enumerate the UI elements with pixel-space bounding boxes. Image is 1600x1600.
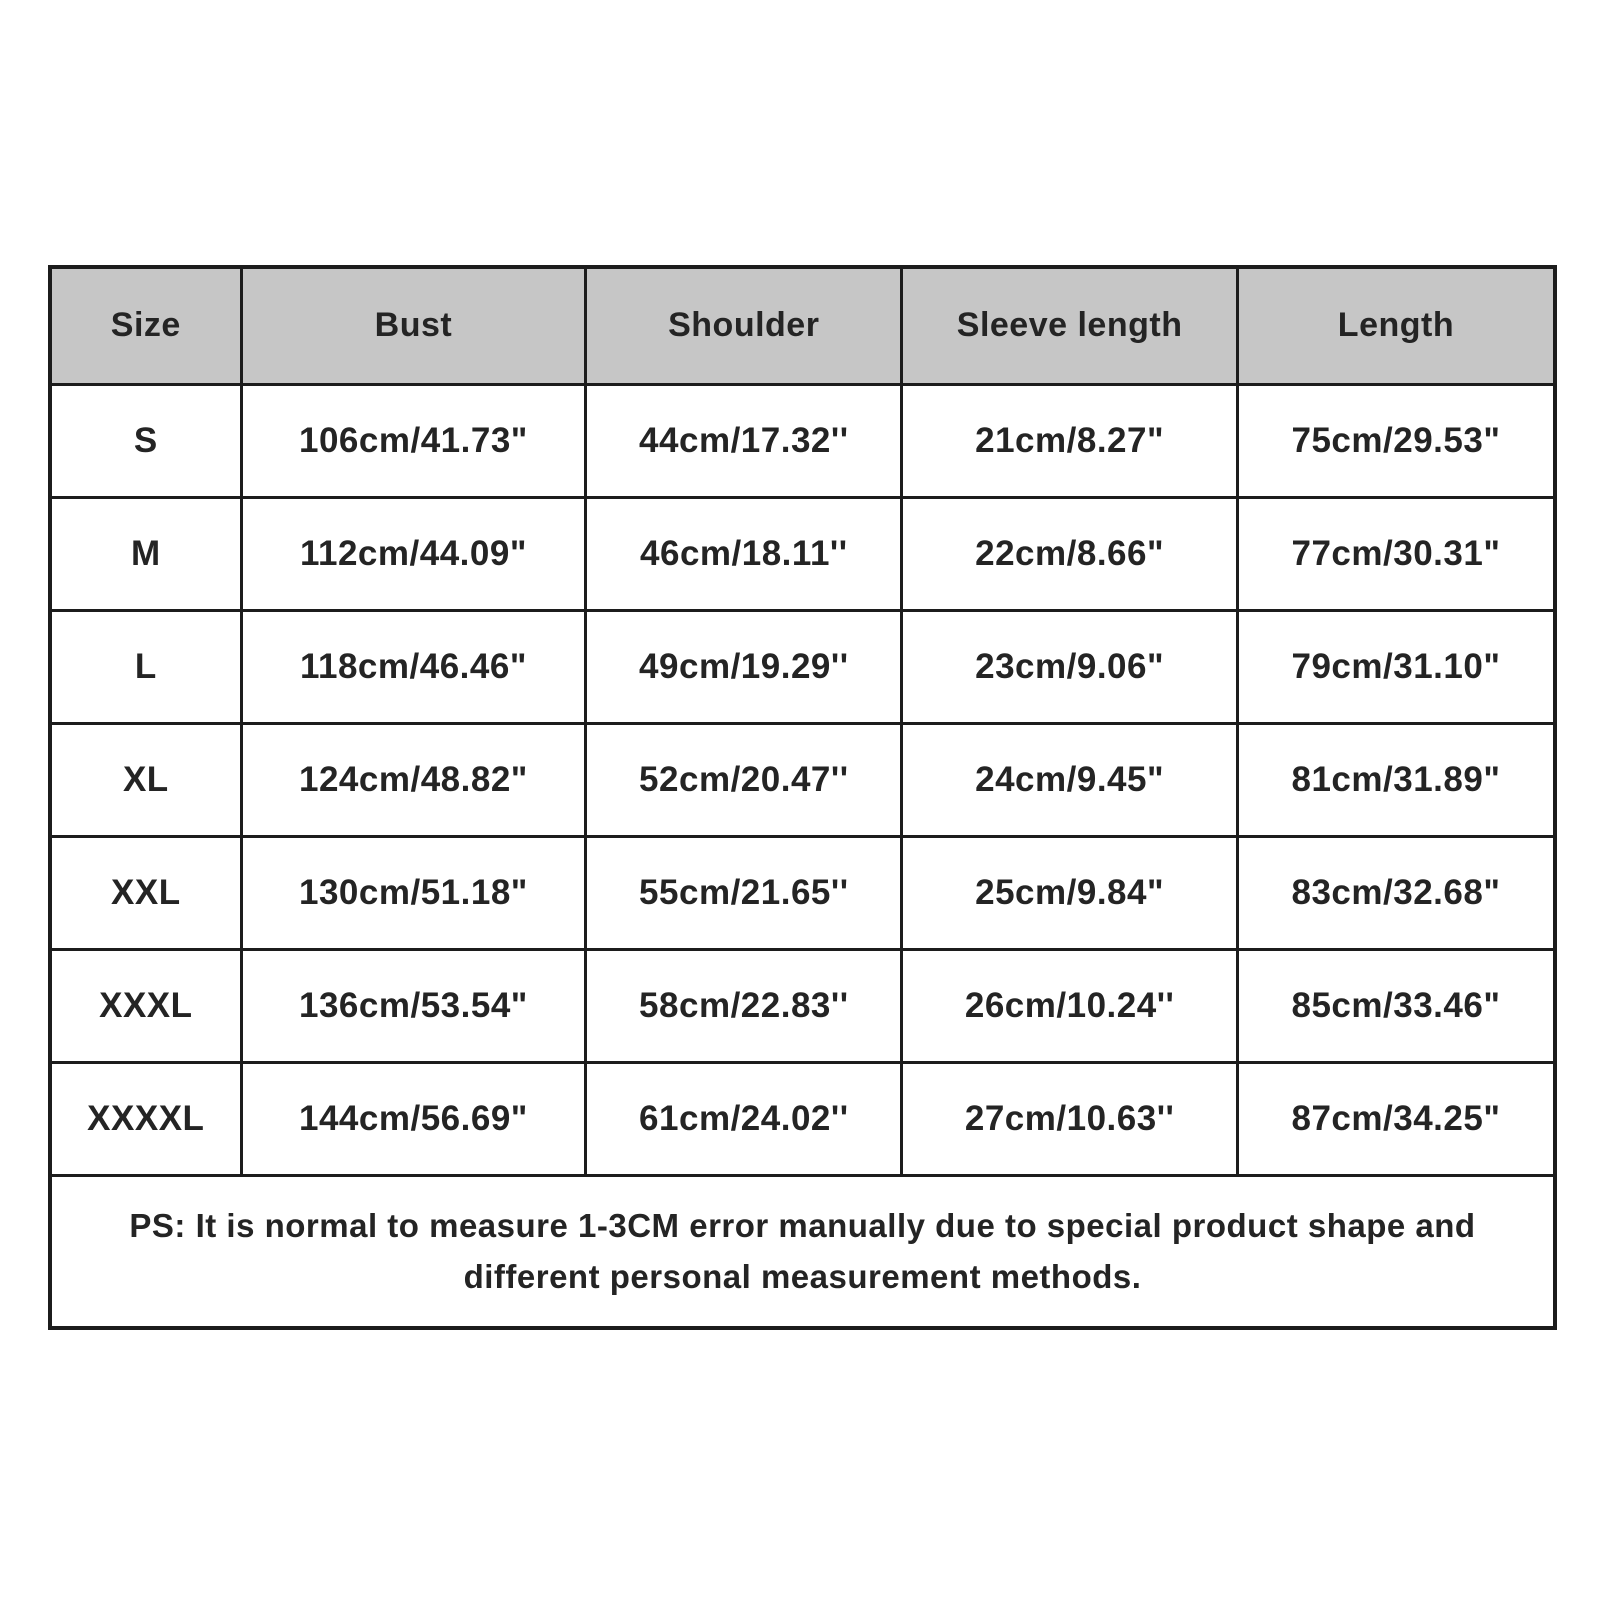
length-cell: 79cm/31.10" bbox=[1237, 610, 1555, 723]
size-cell: XL bbox=[50, 723, 241, 836]
bust-cell: 118cm/46.46" bbox=[241, 610, 586, 723]
bust-cell: 112cm/44.09" bbox=[241, 497, 586, 610]
sleeve-cell: 22cm/8.66" bbox=[902, 497, 1238, 610]
sleeve-cell: 27cm/10.63'' bbox=[902, 1062, 1238, 1175]
table-row-s bbox=[50, 384, 1555, 497]
shoulder-cell: 61cm/24.02'' bbox=[586, 1062, 902, 1175]
shoulder-cell: 58cm/22.83'' bbox=[586, 949, 902, 1062]
sleeve-cell: 23cm/9.06" bbox=[902, 610, 1238, 723]
table-row-xxxl bbox=[50, 949, 1555, 1062]
sleeve-cell: 26cm/10.24'' bbox=[902, 949, 1238, 1062]
shoulder-cell: 52cm/20.47'' bbox=[586, 723, 902, 836]
header-row bbox=[50, 267, 1555, 384]
bust-cell: 136cm/53.54" bbox=[241, 949, 586, 1062]
measurement-note-line-2: different personal measurement methods. bbox=[463, 1258, 1142, 1296]
size-cell: L bbox=[50, 610, 241, 723]
header-cell-size: Size bbox=[50, 267, 241, 384]
size-cell: M bbox=[50, 497, 241, 610]
size-cell: S bbox=[50, 384, 241, 497]
length-cell: 83cm/32.68" bbox=[1237, 836, 1555, 949]
length-cell: 87cm/34.25" bbox=[1237, 1062, 1555, 1175]
bust-cell: 106cm/41.73" bbox=[241, 384, 586, 497]
shoulder-cell: 49cm/19.29'' bbox=[586, 610, 902, 723]
length-cell: 85cm/33.46" bbox=[1237, 949, 1555, 1062]
length-cell: 81cm/31.89" bbox=[1237, 723, 1555, 836]
length-cell: 75cm/29.53" bbox=[1237, 384, 1555, 497]
measurement-note-line-1: PS: It is normal to measure 1-3CM error manually due to special product shape and bbox=[129, 1207, 1476, 1245]
sleeve-cell: 21cm/8.27" bbox=[902, 384, 1238, 497]
table-row-xl bbox=[50, 723, 1555, 836]
header-cell-shoulder: Shoulder bbox=[586, 267, 902, 384]
size-cell: XXL bbox=[50, 836, 241, 949]
shoulder-cell: 55cm/21.65'' bbox=[586, 836, 902, 949]
measurement-note-row bbox=[50, 1175, 1555, 1328]
bust-cell: 130cm/51.18" bbox=[241, 836, 586, 949]
sleeve-cell: 25cm/9.84" bbox=[902, 836, 1238, 949]
table-row-xxl bbox=[50, 836, 1555, 949]
header-cell-length: Length bbox=[1237, 267, 1555, 384]
size-cell: XXXXL bbox=[50, 1062, 241, 1175]
sleeve-cell: 24cm/9.45" bbox=[902, 723, 1238, 836]
header-cell-bust: Bust bbox=[241, 267, 586, 384]
shoulder-cell: 44cm/17.32'' bbox=[586, 384, 902, 497]
measurement-note bbox=[50, 1175, 1555, 1328]
length-cell: 77cm/30.31" bbox=[1237, 497, 1555, 610]
table-row-m bbox=[50, 497, 1555, 610]
size-cell: XXXL bbox=[50, 949, 241, 1062]
table-row-xxxxl bbox=[50, 1062, 1555, 1175]
table-row-l bbox=[50, 610, 1555, 723]
bust-cell: 144cm/56.69" bbox=[241, 1062, 586, 1175]
bust-cell: 124cm/48.82" bbox=[241, 723, 586, 836]
header-cell-sleeve-length: Sleeve length bbox=[902, 267, 1238, 384]
shoulder-cell: 46cm/18.11'' bbox=[586, 497, 902, 610]
size-chart-table bbox=[48, 265, 1557, 1330]
